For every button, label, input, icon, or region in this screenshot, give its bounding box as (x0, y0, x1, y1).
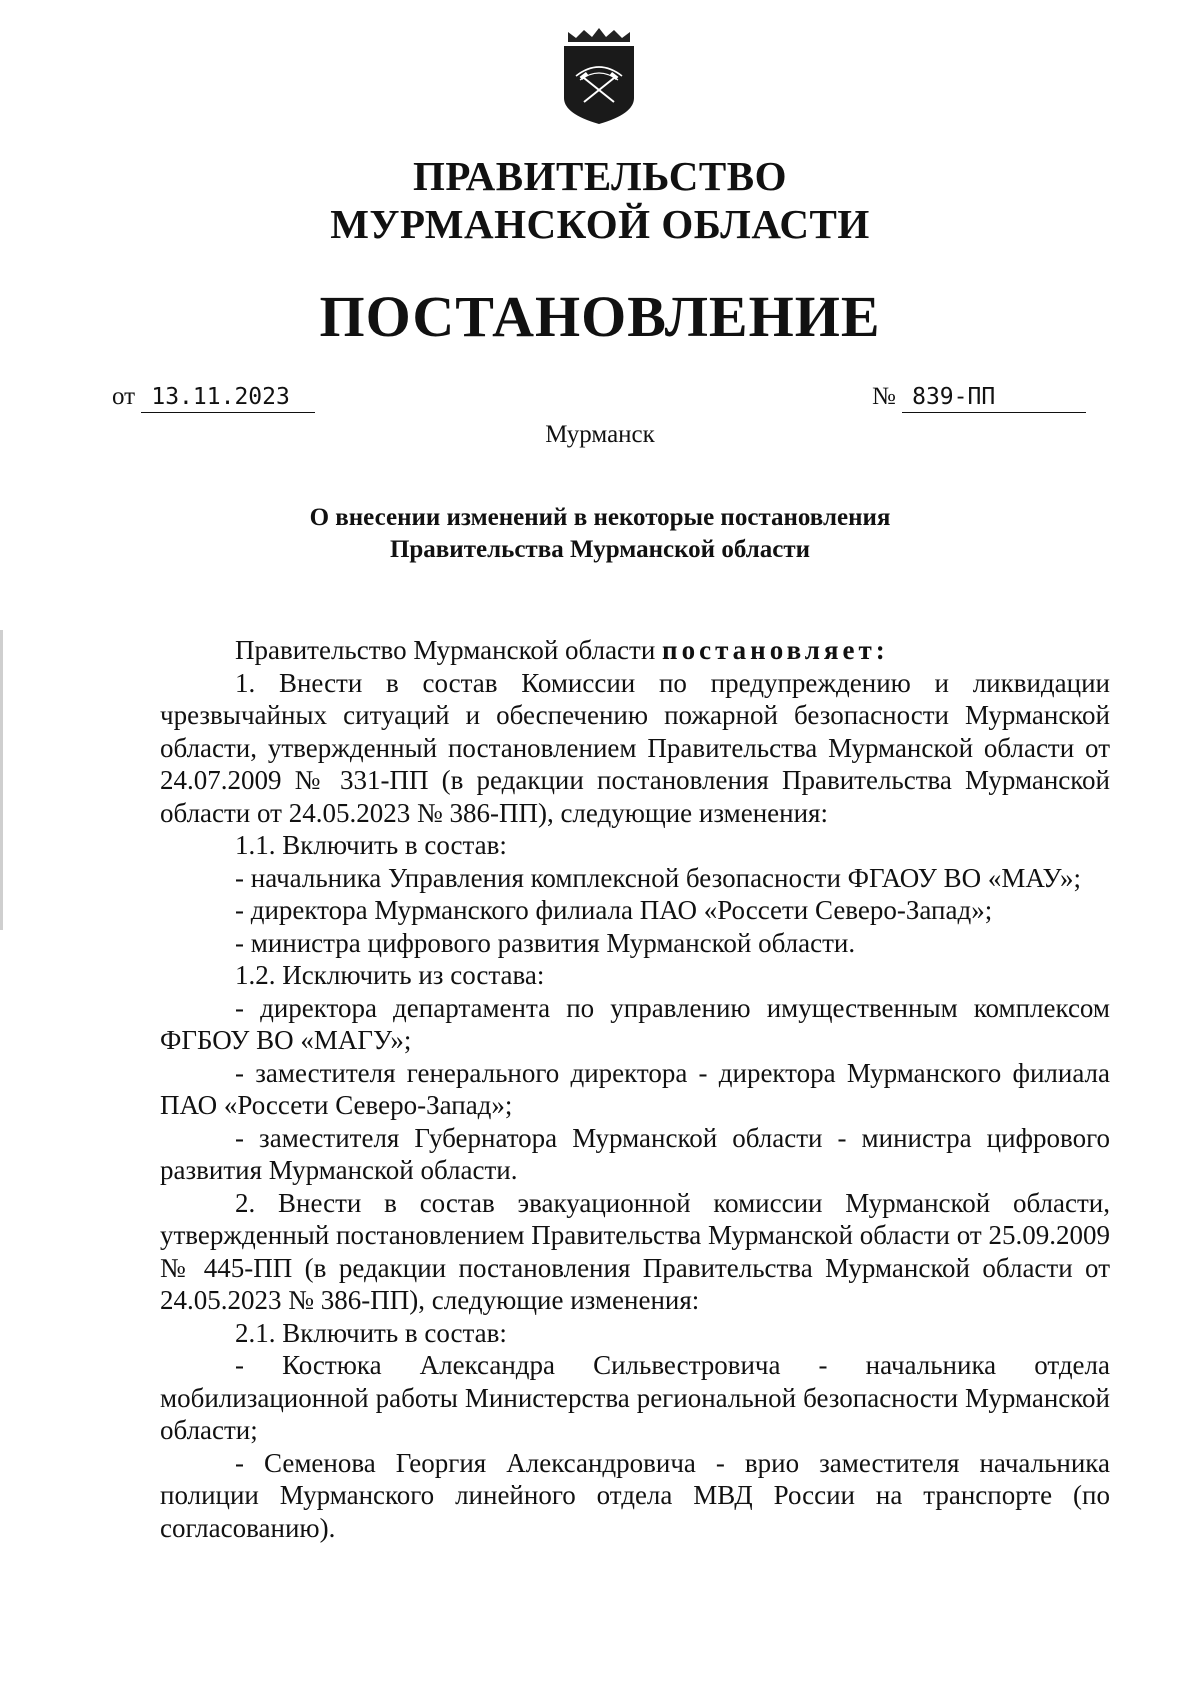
document-date: 13.11.2023 (141, 382, 315, 413)
document-type: ПОСТАНОВЛЕНИЕ (319, 284, 881, 349)
intro-paragraph (160, 634, 1110, 667)
government-title (0, 152, 1200, 248)
body-paragraph: - начальника Управления комплексной безопасности ФГАОУ ВО «МАУ»; (235, 862, 1081, 893)
scan-edge-mark (0, 630, 3, 930)
document-subject (0, 502, 1200, 566)
number-row (872, 382, 1086, 413)
murmansk-coat-of-arms-icon (558, 28, 640, 128)
intro-verb: постановляет: (662, 635, 889, 665)
body-paragraph: - Костюка Александра Сильвестровича - начальника отдела мобилизационной работы Министерства региональной безопасности Мурманской области; (160, 1350, 1110, 1445)
body-paragraph: 1.1. Включить в состав: (235, 830, 507, 860)
body-paragraph: - заместителя Губернатора Мурманской области - министра цифрового развития Мурманской области. (160, 1122, 1110, 1185)
document-body (160, 634, 1110, 1544)
subject-line2: Правительства Мурманской области (389, 536, 811, 563)
body-paragraph: - заместителя генерального директора - директора Мурманского филиала ПАО «Россети Северо-Запад»; (160, 1057, 1110, 1120)
date-prefix: от (112, 383, 136, 410)
body-paragraph: 2. Внести в состав эвакуационной комиссии Мурманской области, утвержденный постановлением Правительства Мурманской области от 25.09.2009 № 445-ПП (в редакции постановления Правительства Мурманской области от 24.05.2023 № 386-ПП), следующие изменения: (160, 1187, 1110, 1315)
number-prefix: № (872, 383, 896, 410)
government-title-line1: ПРАВИТЕЛЬСТВО (412, 153, 788, 199)
body-paragraph: 1.2. Исключить из состава: (235, 960, 545, 990)
body-paragraph: - министра цифрового развития Мурманской области. (235, 927, 856, 958)
body-paragraph: - директора Мурманского филиала ПАО «Россети Северо-Запад»; (235, 895, 993, 925)
body-paragraph: - директора департамента по управлению имущественным комплексом ФГБОУ ВО «МАГУ»; (160, 992, 1110, 1055)
body-paragraph: 2.1. Включить в состав: (235, 1317, 507, 1348)
intro-text: Правительство Мурманской области (235, 635, 663, 665)
body-paragraph: 1. Внести в состав Комиссии по предупреждению и ликвидации чрезвычайных ситуаций и обеспечению пожарной безопасности Мурманской области, утвержденный постановлением Правительства Мурманской области от 24.07.2009 № 331-ПП (в редакции постановления Правительства Мурманской области от 24.05.2023 № 386-ПП), следующие изменения: (160, 667, 1110, 828)
document-city: Мурманск (545, 421, 655, 448)
body-paragraph: - Семенова Георгия Александровича - врио заместителя начальника полиции Мурманского линейного отдела МВД России на транспорте (по согласованию). (160, 1447, 1110, 1543)
subject-line1: О внесении изменений в некоторые постановления (309, 504, 891, 531)
date-row (112, 382, 315, 413)
government-title-line2: МУРМАНСКОЙ ОБЛАСТИ (330, 201, 870, 247)
document-number: 839-ПП (902, 382, 1086, 413)
